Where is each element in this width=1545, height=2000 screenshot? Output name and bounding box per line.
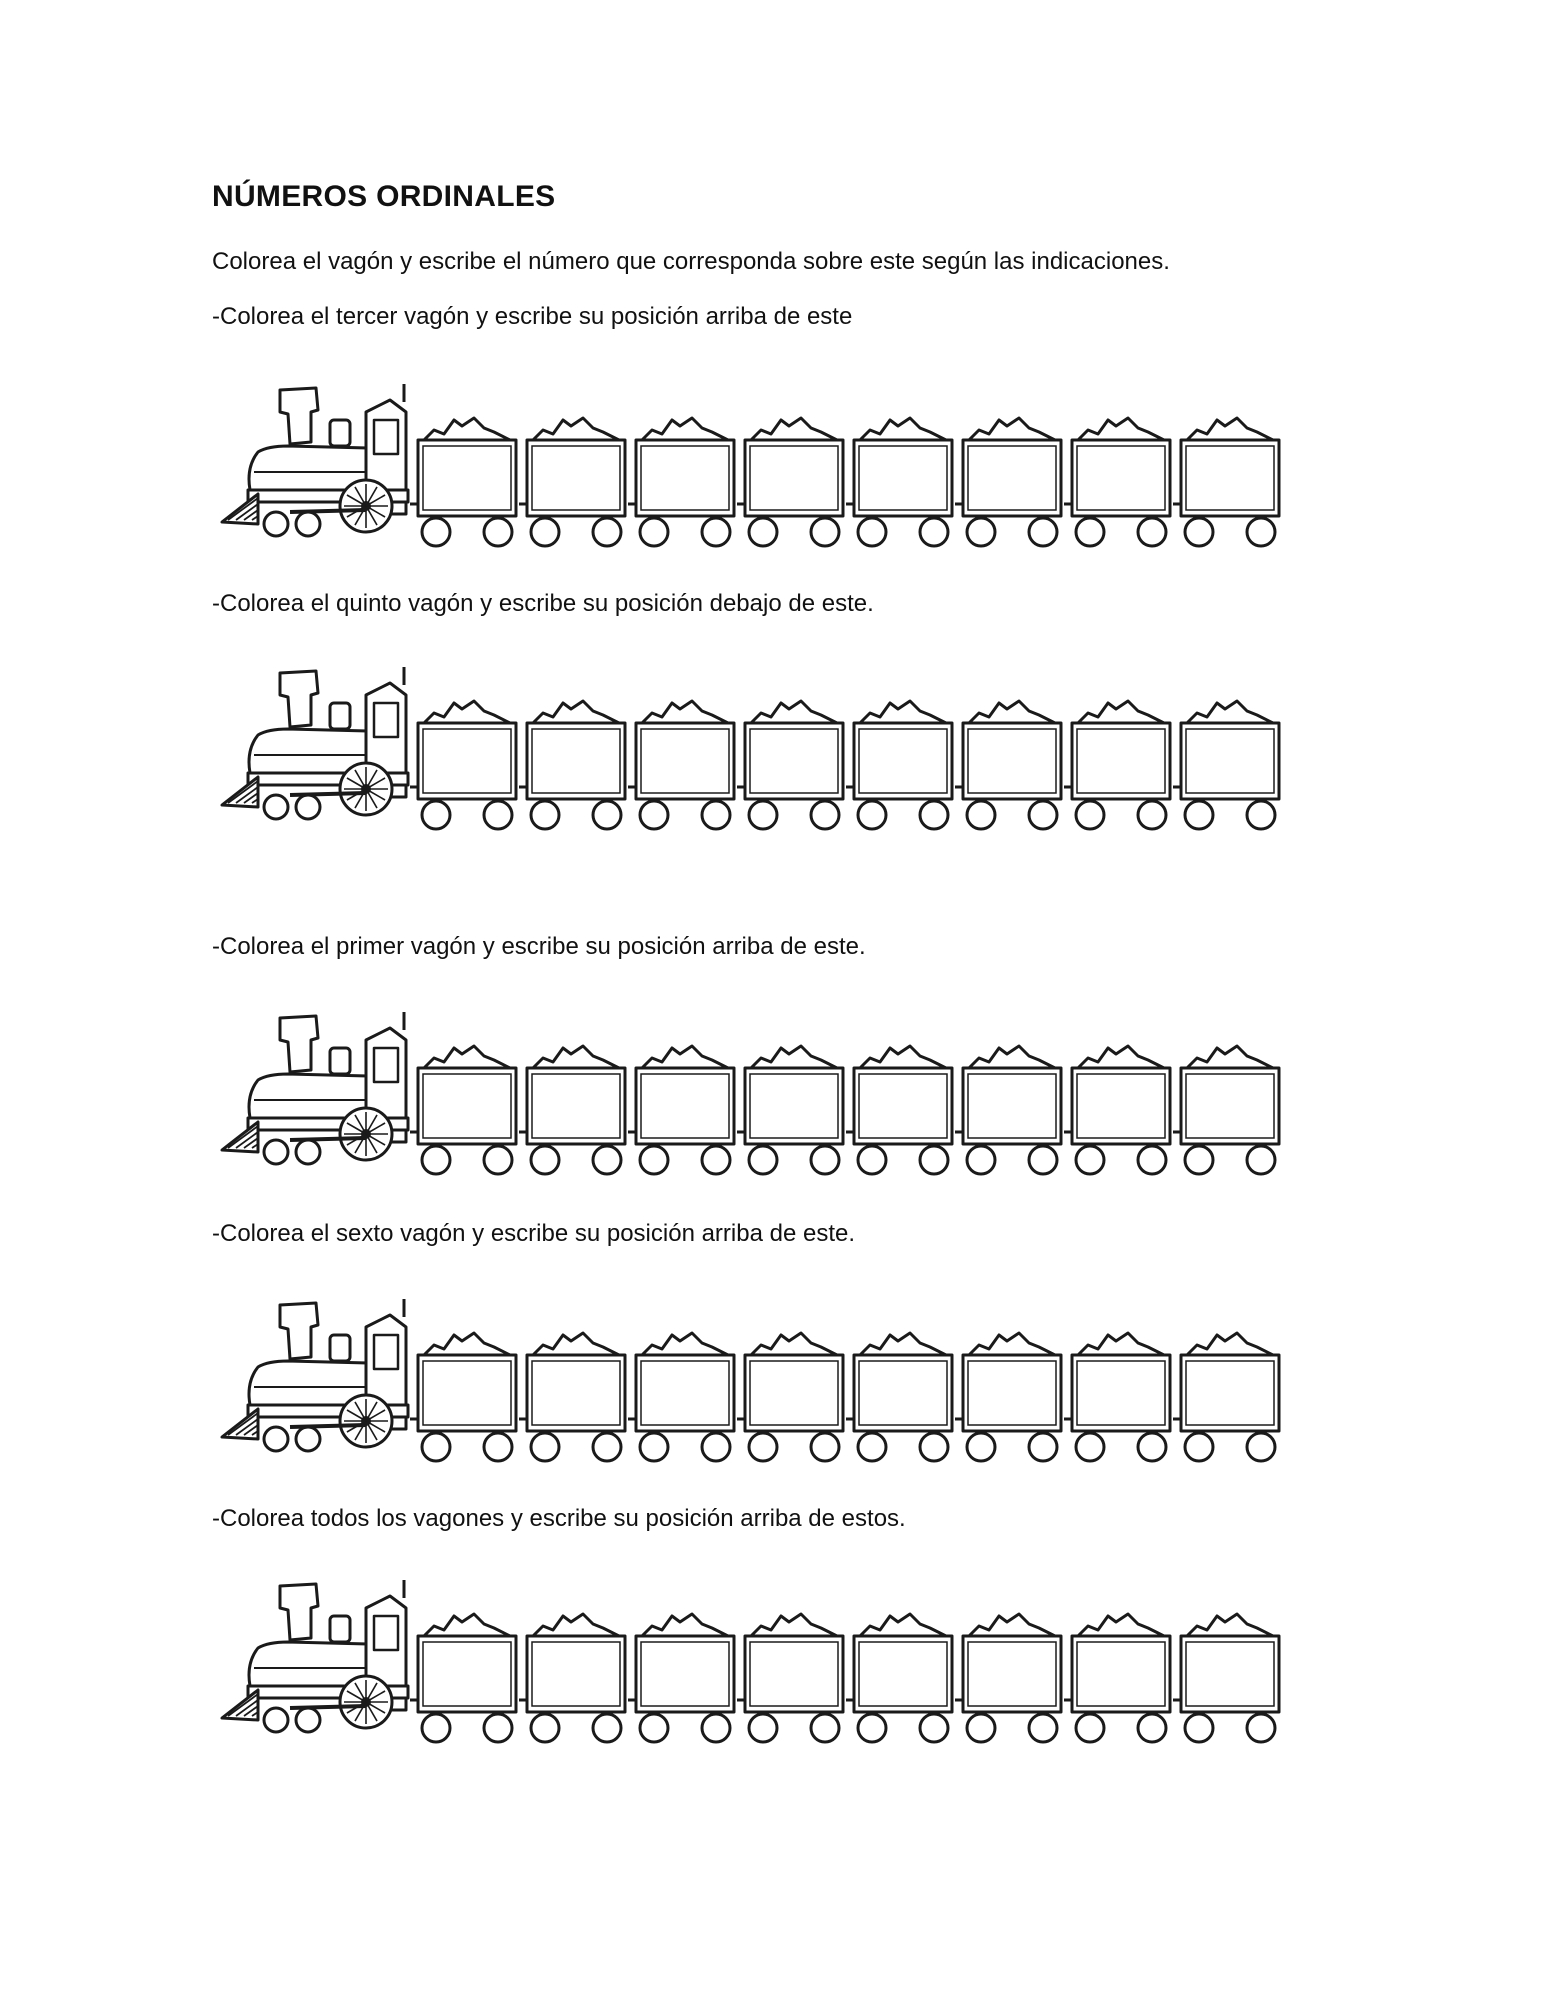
wagon [846, 1614, 952, 1742]
intro-text: Colorea el vagón y escribe el número que corresponda sobre este según las indicaciones. [212, 248, 1170, 275]
wagon [737, 1333, 843, 1461]
wagon [846, 1046, 952, 1174]
wagon [519, 1333, 625, 1461]
steam-train-icon [218, 1000, 1290, 1185]
wagon [519, 1614, 625, 1742]
locomotive [222, 1580, 408, 1732]
instruction-1: -Colorea el tercer vagón y escribe su posición arriba de este [212, 303, 853, 330]
train-4 [218, 1287, 1290, 1472]
page-title: NÚMEROS ORDINALES [212, 180, 556, 213]
wagon [955, 418, 1061, 546]
wagon [1173, 1046, 1279, 1174]
train-3 [218, 1000, 1290, 1185]
steam-train-icon [218, 1568, 1290, 1753]
wagon [410, 1614, 516, 1742]
wagon [628, 1046, 734, 1174]
instruction-5: -Colorea todos los vagones y escribe su posición arriba de estos. [212, 1505, 906, 1532]
wagon [1064, 1333, 1170, 1461]
wagon [846, 701, 952, 829]
wagon [955, 1614, 1061, 1742]
wagon [737, 701, 843, 829]
wagon [519, 418, 625, 546]
steam-train-icon [218, 655, 1290, 840]
wagon [519, 701, 625, 829]
instruction-4: -Colorea el sexto vagón y escribe su posición arriba de este. [212, 1220, 856, 1247]
wagon [955, 1333, 1061, 1461]
locomotive [222, 1299, 408, 1451]
wagon [410, 1333, 516, 1461]
wagon [519, 1046, 625, 1174]
train-2 [218, 655, 1290, 840]
wagon [1064, 418, 1170, 546]
locomotive [222, 667, 408, 819]
wagon [628, 418, 734, 546]
wagon [410, 701, 516, 829]
wagon [1064, 701, 1170, 829]
wagon [1173, 1333, 1279, 1461]
train-1 [218, 372, 1290, 557]
wagon [955, 1046, 1061, 1174]
locomotive [222, 384, 408, 536]
wagon [410, 1046, 516, 1174]
wagon [737, 1046, 843, 1174]
wagon [628, 1614, 734, 1742]
wagon [410, 418, 516, 546]
wagon [846, 418, 952, 546]
wagon [628, 701, 734, 829]
train-5 [218, 1568, 1290, 1753]
wagon [1173, 1614, 1279, 1742]
wagon [737, 1614, 843, 1742]
wagon [737, 418, 843, 546]
wagon [628, 1333, 734, 1461]
steam-train-icon [218, 1287, 1290, 1472]
wagon [955, 701, 1061, 829]
steam-train-icon [218, 372, 1290, 557]
wagon [1064, 1046, 1170, 1174]
wagon [846, 1333, 952, 1461]
wagon [1064, 1614, 1170, 1742]
instruction-2: -Colorea el quinto vagón y escribe su posición debajo de este. [212, 590, 874, 617]
locomotive [222, 1012, 408, 1164]
wagon [1173, 701, 1279, 829]
wagon [1173, 418, 1279, 546]
instruction-3: -Colorea el primer vagón y escribe su posición arriba de este. [212, 933, 866, 960]
